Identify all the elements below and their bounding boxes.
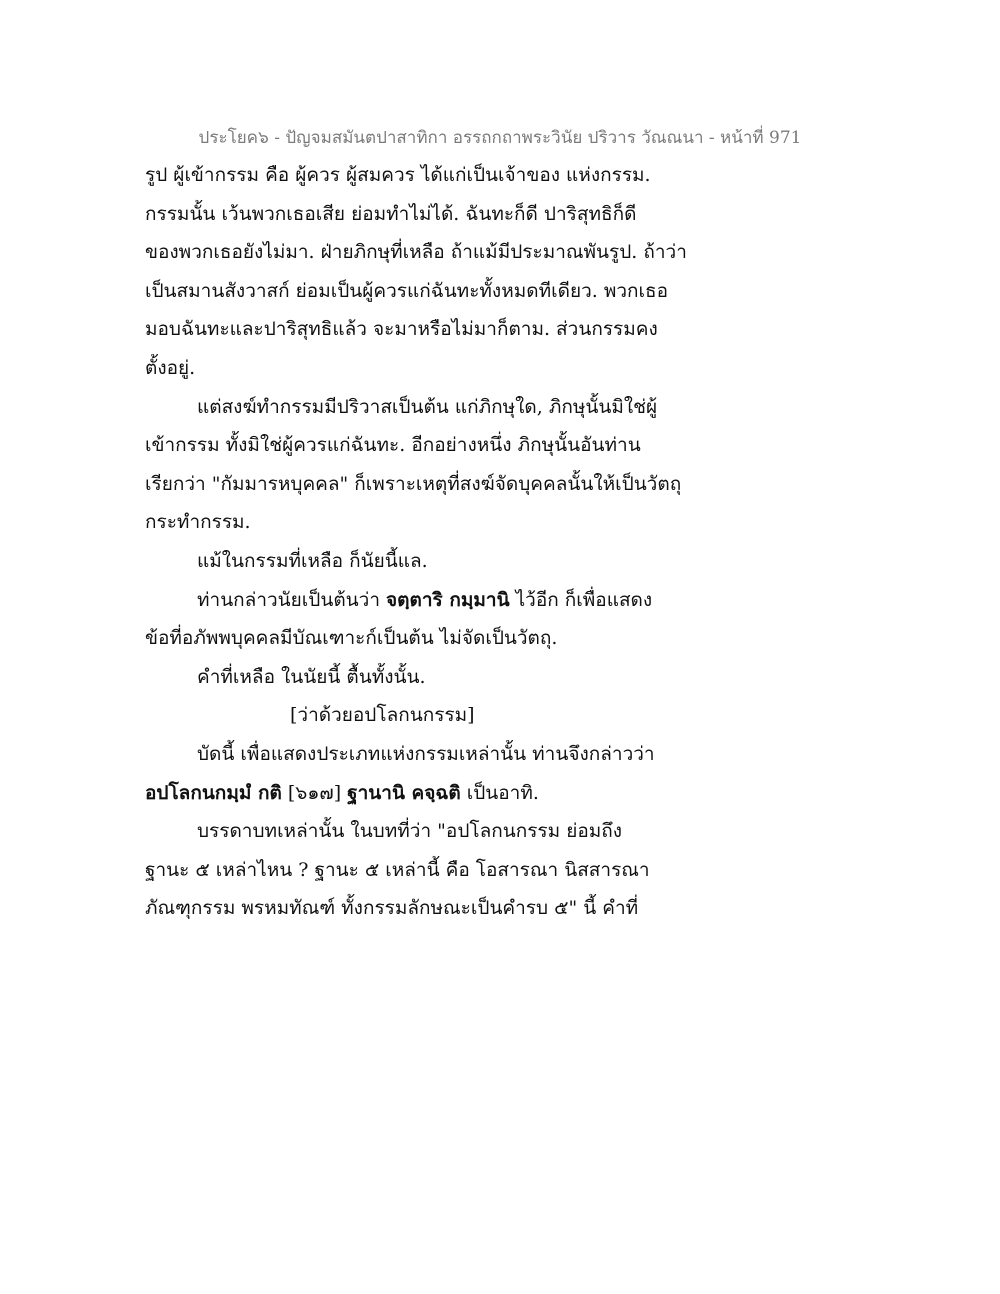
- pali-term: จตฺตาริ กมฺมานิ: [386, 588, 510, 611]
- text-run: เป็นอาทิ.: [460, 781, 539, 804]
- text-line: กระทำกรรม.: [145, 511, 251, 534]
- text-run: [๖๑๗]: [281, 781, 348, 804]
- text-line: บรรดาบทเหล่านั้น ในบทที่ว่า "อปโลกนกรรม ย่อมถึง: [197, 820, 623, 843]
- text-line: แต่สงฆ์ทำกรรมมีปริวาสเป็นต้น แก่ภิกษุใด, ภิกษุนั้นมิใช่ผู้: [197, 395, 658, 418]
- text-run: ไว้อีก ก็เพื่อแสดง: [509, 588, 653, 611]
- text-line: รูป ผู้เข้ากรรม คือ ผู้ควร ผู้สมควร ได้แก่เป็นเจ้าของ แห่งกรรม.: [145, 164, 651, 186]
- text-line: บัดนี้ เพื่อแสดงประเภทแห่งกรรมเหล่านั้น ท่านจึงกล่าวว่า: [197, 742, 655, 765]
- text-line: ของพวกเธอยังไม่มา. ฝ่ายภิกษุที่เหลือ ถ้าแม้มีประมาณพันรูป. ถ้าว่า: [145, 241, 687, 264]
- page-header: ประโยค๖ - ปัญจมสมันตปาสาทิกา อรรถกถาพระวินัย ปริวาร วัณณนา - หน้าที่ 971: [198, 128, 802, 148]
- pali-term: ฐานานิ คจฺฉติ: [347, 781, 461, 804]
- text-line: คำที่เหลือ ในนัยนี้ ตื้นทั้งนั้น.: [197, 665, 426, 688]
- text-line: ข้อที่อภัพพบุคคลมีบัณเฑาะก์เป็นต้น ไม่จัดเป็นวัตถุ.: [145, 627, 558, 650]
- text-line: กรรมนั้น เว้นพวกเธอเสีย ย่อมทำไม่ได้. ฉันทะก็ดี ปาริสุทธิก็ดี: [145, 202, 637, 225]
- text-line: เข้ากรรม ทั้งมิใช่ผู้ควรแก่ฉันทะ. อีกอย่างหนึ่ง ภิกษุนั้นอันท่าน: [145, 434, 641, 457]
- text-line: ภัณฑุกรรม พรหมทัณฑ์ ทั้งกรรมลักษณะเป็นคำรบ ๕" นี้ คำที่: [145, 897, 639, 920]
- text-line: มอบฉันทะและปาริสุทธิแล้ว จะมาหรือไม่มาก็ตาม. ส่วนกรรมคง: [145, 318, 658, 341]
- text-line: ตั้งอยู่.: [145, 356, 196, 379]
- text-line: เรียกว่า "กัมมารหบุคคล" ก็เพราะเหตุที่สงฆ์จัดบุคคลนั้นให้เป็นวัตถุ: [145, 472, 682, 495]
- text-line: เป็นสมานสังวาสก์ ย่อมเป็นผู้ควรแก่ฉันทะทั้งหมดทีเดียว. พวกเธอ: [145, 279, 669, 302]
- section-heading: [ว่าด้วยอปโลกนกรรม]: [290, 704, 475, 727]
- text-line: [145, 774, 745, 813]
- text-run: ท่านกล่าวนัยเป็นต้นว่า: [197, 588, 387, 611]
- text-line: แม้ในกรรมที่เหลือ ก็นัยนี้แล.: [197, 549, 428, 572]
- text-line: ฐานะ ๕ เหล่าไหน ? ฐานะ ๕ เหล่านี้ คือ โอสารณา นิสสารณา: [145, 858, 650, 881]
- text-line: [145, 581, 745, 620]
- pali-term: อปโลกนกมฺมํ กติ: [145, 781, 282, 804]
- body-text: [145, 156, 745, 928]
